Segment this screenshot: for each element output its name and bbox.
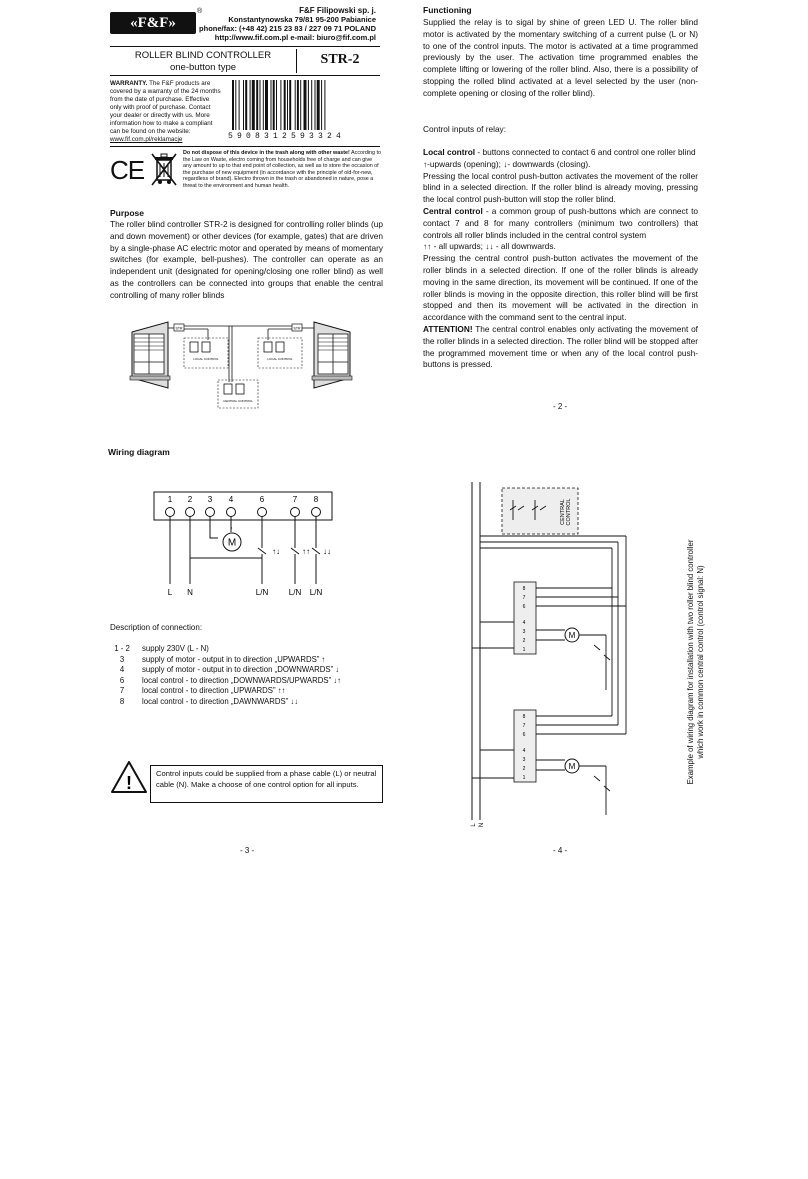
barcode-bar [232, 80, 234, 130]
terminal-label: 4 [228, 495, 234, 504]
control-inputs-heading: Control inputs of relay: [423, 124, 507, 134]
left-window-illustration [130, 322, 170, 388]
controller-1-terminal: 7 [522, 595, 526, 601]
warranty-body: The F&F products are covered by a warranty of the 24 months from the date of purchase. Effective only with proof of purchase. Contact your dealer or directly with us. More information how to make a compliant can be found on the website: [110, 80, 221, 135]
barcode-bar [324, 80, 325, 130]
company-phone: phone/fax: (+48 42) 215 23 83 / 227 09 71 POLAND [199, 24, 376, 33]
purpose-text: The roller blind controller STR-2 is designed for controlling roller blinds (up and down movement) or other devices (for example, gates) that are driven by a single-phase AC electric motor and operated by means of momentary switches (for example, bell-pushes). The controller can operate as an independent unit (designated for opening/closing one roller blind) as well as the controllers can be connected into groups that enable the central controlling of many roller blinds [110, 219, 384, 300]
product-model: STR-2 [320, 52, 360, 67]
barcode-bar [317, 80, 320, 130]
barcode-bar [263, 80, 264, 130]
warranty-label: WARRANTY. [110, 80, 148, 87]
barcode-bar [308, 80, 309, 130]
title-divider [296, 49, 297, 73]
controller-2-terminal: 4 [522, 748, 526, 754]
header-separator [110, 146, 380, 147]
barcode-bar [297, 80, 299, 130]
motor-symbol-2: M [568, 762, 576, 771]
barcode-bar [315, 80, 316, 130]
barcode-bar [252, 80, 255, 130]
local-control-paragraph [423, 147, 698, 159]
warning-icon [110, 760, 148, 794]
barcode-bar [284, 80, 286, 130]
registered-mark: ® [197, 8, 203, 15]
terminal-label: 2 [187, 495, 193, 504]
product-title-main: ROLLER BLIND CONTROLLER [134, 50, 272, 61]
bottom-label: N [187, 588, 193, 597]
warning-box: Control inputs could be supplied from a phase cable (L) or neutral cable (N). Make a choose of one control option for all inputs. [150, 765, 383, 803]
connection-num: 8 [119, 696, 125, 706]
connection-num: 6 [119, 675, 125, 685]
motor-symbol: M [227, 537, 237, 549]
connection-row [110, 644, 341, 655]
central-control-label: CENTRAL CONTROL [223, 399, 253, 403]
crossed-bin-icon [150, 152, 178, 188]
central-control-directions: ↑↑ - all upwards; ↓↓ - all downwards. [423, 241, 556, 252]
connection-desc: local control - to direction „UPWARDS” ↑↑ [142, 686, 286, 695]
barcode-bar [260, 80, 261, 130]
control-inputs-description [423, 147, 698, 371]
weee-notice-bold: Do not dispose of this device in the trash along with other waste! [183, 150, 350, 156]
terminal-label: 6 [259, 495, 265, 504]
central-control-bold: Central control [423, 205, 483, 216]
barcode-bar [273, 80, 275, 130]
controller-2-terminal: 2 [522, 766, 526, 772]
installation-diagram [466, 480, 646, 830]
installation-caption-line-2: which work in common central control (control signal: N) [696, 565, 705, 759]
barcode-bar [243, 80, 244, 130]
controller-2-terminal: 7 [522, 723, 526, 729]
wiring-diagram [150, 480, 340, 600]
page-number-4: - 4 - [553, 846, 568, 855]
connection-heading: Description of connection: [110, 623, 203, 632]
connection-row [110, 686, 341, 697]
connection-list [110, 644, 341, 707]
connection-desc: supply of motor - output in to direction „DOWNWARDS” ↓ [142, 665, 340, 674]
barcode-bar [235, 80, 236, 130]
connection-row [110, 665, 341, 676]
bottom-label: L [167, 588, 173, 597]
controller-2-terminal: 8 [522, 714, 526, 720]
installation-caption [676, 512, 716, 812]
connection-num: 1 - 2 [114, 644, 130, 653]
wiring-diagram-heading: Wiring diagram [108, 447, 170, 457]
controller-1-terminal: 2 [522, 638, 526, 644]
local-control-directions: ↑-upwards (opening); ↓- downwards (closing). [423, 158, 591, 169]
line-label-L: L [471, 823, 477, 827]
barcode-bar [256, 80, 258, 130]
controller-1-terminal: 4 [522, 620, 526, 626]
weee-notice-text: According to the Law on Waste, electro coming from households free of charge and can give any amount to up to that end point of collection, as well as to store the occasion of the purchase of new equipment (in accordance with the principle of old-for-new, regardless of brand). Electro thrown in the trash or abandoned in nature, pose a threat to the environment and human health. [183, 150, 382, 189]
connection-row [110, 676, 341, 687]
barcode-bar [250, 80, 251, 130]
arrow-label: ↓↓ [323, 547, 331, 556]
company-name: F&F Filipowski sp. j. [299, 6, 376, 15]
terminal-label: 7 [292, 495, 298, 504]
connection-num: 4 [119, 665, 125, 674]
str-label-right: STR [293, 326, 301, 331]
line-label-N: N [479, 822, 485, 828]
barcode-bar [245, 80, 247, 130]
local-control-text: - buttons connected to contact 6 and control one roller blind [475, 147, 696, 157]
company-web: http://www.fif.com.pl e-mail: biuro@fif.com.pl [214, 33, 376, 42]
functioning-text: Supplied the relay is to sigal by shine of green LED U. The roller blind motor is activated by the momentary switching of a current pulse (L or N) to one of the control inputs. The motor is activated at a time programmed previously by the user. The activation time programmed enables the complete lifting or lowering of the roller blind. Also, there is a possibility of stopping the rolled blind activated at a level selected by the user (non-complete opening or closing of the roller blind). [423, 17, 698, 98]
barcode-bar [287, 80, 288, 130]
page-number-2: - 2 - [553, 402, 568, 411]
connection-desc: local control - to direction „DAWNWARDS” ↓↓ [142, 696, 299, 706]
bottom-label: L/N [255, 588, 269, 597]
connection-row [110, 697, 341, 708]
bottom-label: L/N [309, 588, 323, 597]
company-address-block [116, 6, 376, 42]
terminal-label: 1 [167, 495, 173, 504]
connection-num: 7 [119, 686, 125, 695]
right-window-illustration [312, 322, 352, 388]
barcode-bar [265, 80, 268, 130]
local-control-bold: Local control [423, 147, 476, 157]
controller-2-terminal: 1 [522, 775, 526, 781]
barcode-bar [295, 80, 296, 130]
controller-2-terminal: 6 [522, 732, 526, 738]
barcode-bar [239, 80, 240, 130]
barcode-bar [289, 80, 291, 130]
installation-caption-line-1: Example of wiring diagram for installation with two roller blind controller [686, 539, 695, 785]
warning-icon-glyph: ! [126, 773, 132, 793]
controller-2-terminal: 3 [522, 757, 526, 763]
connection-row [110, 655, 341, 666]
controller-1-terminal: 1 [522, 647, 526, 653]
local-control-press: Pressing the local control push-button activates the movement of the roller blind in a selected direction. If the roller blind is already moving, pressing the local control push-button will stop the roller blind. [423, 170, 698, 205]
installation-caption-text [686, 540, 706, 785]
barcode-bar [300, 80, 301, 130]
central-control-text-2: CONTROL [566, 498, 572, 526]
product-title [110, 50, 296, 74]
functioning-heading: Functioning [423, 5, 472, 15]
barcode-bar [304, 80, 307, 130]
arrow-label: ↑↑ [302, 547, 310, 556]
ce-mark: CE [110, 155, 145, 185]
brand-logo-text: «F&F» [130, 15, 176, 31]
barcode-bar [271, 80, 272, 130]
warranty-text [110, 80, 222, 144]
product-title-sub: one-button type [169, 62, 237, 73]
warranty-link[interactable]: www.fif.com.pl/reklamacje [110, 136, 183, 143]
barcode-bar [280, 80, 281, 130]
attention-bold: ATTENTION! [423, 323, 473, 334]
controller-1-terminal: 6 [522, 604, 526, 610]
controller-1-terminal: 8 [522, 586, 526, 592]
barcode-digits: 5908312593324 [228, 132, 346, 141]
connection-desc: supply 230V (L - N) [142, 644, 209, 653]
bottom-label: L/N [288, 588, 302, 597]
attention-paragraph [423, 324, 698, 371]
connection-desc: supply of motor - output in to direction „UPWARDS” ↑ [142, 654, 326, 664]
connection-desc: local control - to direction „DOWNWARDS/UPWARDS” ↓↑ [142, 675, 342, 685]
attention-text: The central control enables only activating the movement of the roller blinds in a selected direction. The roller blind will be stopped after the programmed movement time or when any of the local control push-buttons is pressed. [423, 323, 698, 370]
barcode-bar [321, 80, 322, 130]
str-label-left: STR [175, 326, 183, 331]
barcode-bar [311, 80, 312, 130]
weee-notice [183, 150, 381, 189]
local-control-label-left: LOCAL CONTROL [193, 357, 219, 361]
company-address: Konstantynowska 79/81 95-200 Pabianice [228, 15, 376, 24]
page-number-3: - 3 - [240, 846, 255, 855]
connection-num: 3 [119, 654, 125, 664]
local-control-label-right: LOCAL CONTROL [267, 357, 293, 361]
controller-1-terminal: 3 [522, 629, 526, 635]
terminal-label: 8 [313, 495, 319, 504]
central-control-paragraph [423, 206, 698, 241]
barcode-bar [276, 80, 277, 130]
central-control-press: Pressing the central control push-button activates the movement of the roller blinds in a selected direction. If one of the roller blinds is already moving in the same direction, its movement will be continued. If one of the roller blinds is moving in the opposite direction, this roller blind will be first stopped and then its movement will be activated in the direction in accordance with the command sent to the central input. [423, 253, 698, 323]
arrow-label: ↑↓ [272, 547, 280, 556]
terminal-label: 3 [207, 495, 213, 504]
central-control-text: - a common group of push-buttons which are connect to contact 7 and 8 for many controllers (minimum two controllers) that controls all roller blinds included in the central control system [423, 205, 698, 240]
system-diagram [128, 310, 356, 410]
purpose-heading: Purpose [110, 208, 145, 218]
central-control-text-1: CENTRAL [560, 499, 566, 525]
motor-symbol-1: M [568, 631, 576, 640]
